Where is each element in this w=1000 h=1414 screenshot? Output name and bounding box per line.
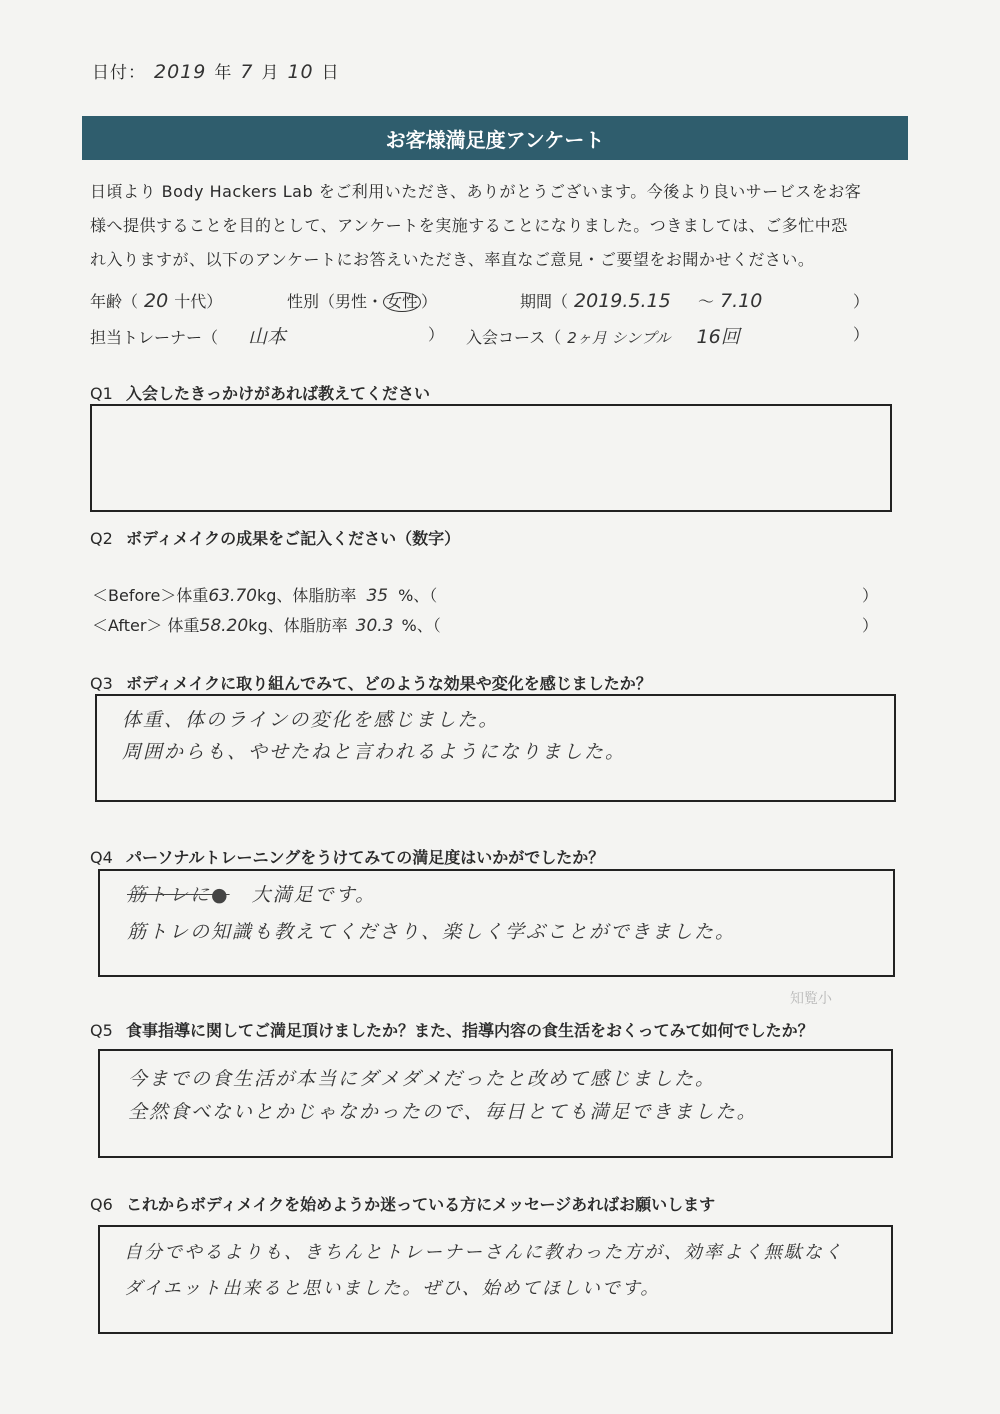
- after-weight: 58.20: [199, 616, 249, 636]
- after-metrics: ＜After＞ 体重58.20kg、体脂肪率 30.3 %、（: [92, 616, 441, 636]
- age-field: 年齢（ 20 十代）: [90, 290, 223, 312]
- intro-text: 日頃より Body Hackers Lab をご利用いただき、ありがとうございます。今後より良いサービスをお客 様へ提供することを目的として、アンケートを実施することになりました。つきましては、ご多忙中恐 れ入りますが、以下のアンケートにお答えいただき、率直なご意見・ご要望をお聞かせください。: [90, 182, 862, 269]
- trainer-value: 山本: [248, 326, 287, 348]
- page-title: お客様満足度アンケート: [82, 116, 908, 160]
- date-day: 10: [287, 61, 314, 83]
- question-6: Q6 これからボディメイクを始めようか迷っている方にメッセージあればお願いします: [90, 1195, 716, 1214]
- struck-text: 筋トレに●: [127, 884, 230, 906]
- before-fat: 35: [366, 586, 389, 606]
- q6-answer-line-1: 自分でやるよりも、きちんとトレーナーさんに教わった方が、効率よく無駄なく: [124, 1242, 844, 1263]
- period-end: 7.10: [720, 290, 763, 312]
- question-1: Q1 入会したきっかけがあれば教えてください: [90, 384, 431, 403]
- question-5: Q5 食事指導に関してご満足頂けましたか？また、指導内容の食生活をおくってみて如何でしたか？: [90, 1021, 814, 1040]
- question-4: Q4 パーソナルトレーニングをうけてみての満足度はいかがでしたか？: [90, 848, 605, 867]
- gender-selected: 女性: [383, 292, 421, 312]
- question-2: Q2 ボディメイクの成果をご記入ください（数字）: [90, 529, 461, 548]
- answer-box-1[interactable]: [90, 404, 892, 512]
- before-metrics: ＜Before＞体重63.70kg、体脂肪率 35 %、（: [92, 586, 438, 606]
- q5-answer-line-2: 全然食べないとかじゃなかったので、毎日とても満足できました。: [128, 1101, 758, 1123]
- trainer-field: 担当トレーナー（ 山本: [90, 326, 287, 348]
- date-line: 日付： 2019 年 7 月 10 日: [92, 61, 340, 83]
- period-start: 2019.5.15: [574, 290, 671, 312]
- date-year: 2019: [154, 61, 207, 83]
- date-label: 日付：: [92, 63, 146, 83]
- bleed-through-text: 知覧小: [790, 991, 832, 1007]
- q5-answer-line-1: 今までの食生活が本当にダメダメだったと改めて感じました。: [128, 1068, 717, 1090]
- course-value: 2ヶ月 シンプル: [567, 329, 671, 347]
- before-weight: 63.70: [208, 586, 257, 606]
- question-3: Q3 ボディメイクに取り組んでみて、どのような効果や変化を感じましたか？: [90, 674, 652, 693]
- q4-answer-line-1: 筋トレに● 大満足です。: [127, 884, 377, 906]
- q6-answer-line-2: ダイエット出来ると思いました。ぜひ、始めてほしいです。: [124, 1278, 661, 1299]
- q4-answer-line-2: 筋トレの知識も教えてくださり、楽しく学ぶことができました。: [127, 921, 737, 943]
- after-fat: 30.3: [355, 616, 394, 636]
- course-field: 入会コース（ 2ヶ月 シンプル 16回: [466, 326, 740, 348]
- course-count: 16回: [696, 326, 740, 348]
- date-month: 7: [240, 61, 254, 83]
- gender-field: 性別（男性・ 女性 ）: [287, 292, 438, 311]
- age-value: 20: [144, 290, 169, 312]
- period-field: 期間（ 2019.5.15: [520, 290, 671, 312]
- survey-page: 日付： 2019 年 7 月 10 日 お客様満足度アンケート 日頃より Body Hackers Lab をご利用いただき、ありがとうございます。今後より良いサービスをお客 様へ提供することを目的として、アンケートを実施することになりました。つきましては、ご多忙中恐 れ入りますが、以下のアンケートにお答えいただき、率直なご意見・ご要望をお聞かせください。 年齢（ 20 十代） 性別（男性・ 女性 ） 期間（ 2019.5.15 〜 7.10 ） 担当トレーナー（ 山本 ） 入会コース（ 2ヶ月 シンプル 16回 ） Q1 入会したきっかけがあれば教えてください Q2 ボディメイクの成果をご記入ください（数字） ＜Before＞体重63.70kg、体脂肪率 35 %、（ ） ＜After＞ 体重58.20kg、体脂肪率 30.3 %、（ ） Q3 ボディメイクに取り組んでみて、どのような効果や変化を感じましたか？ 体重、体のラインの変化を感じました。 周囲からも、やせたねと言われるようになりました。 Q4 パーソナルトレーニングをうけてみての満足度はいかがでしたか？ 筋トレに● 大満足です。 筋トレの知識も教えてくださり、楽しく学ぶことができました。 知覧小 Q5 食事指導に関してご満足頂けましたか？また、指導内容の食生活をおくってみて如何でしたか？ 今までの食生活が本当にダメダメだったと改めて感じました。 全然食べないとかじゃなかったので、毎日とても満足できました。 Q6 これからボディメイクを始めようか迷っている方にメッセージあればお願いします 自分でやるよりも、きちんとトレーナーさんに教わった方が、効率よく無駄なく ダイエット出来ると思いました。ぜひ、始めてほしいです。: [0, 0, 1000, 1414]
- q3-answer-line-1: 体重、体のラインの変化を感じました。: [122, 709, 500, 731]
- q3-answer-line-2: 周囲からも、やせたねと言われるようになりました。: [122, 741, 627, 763]
